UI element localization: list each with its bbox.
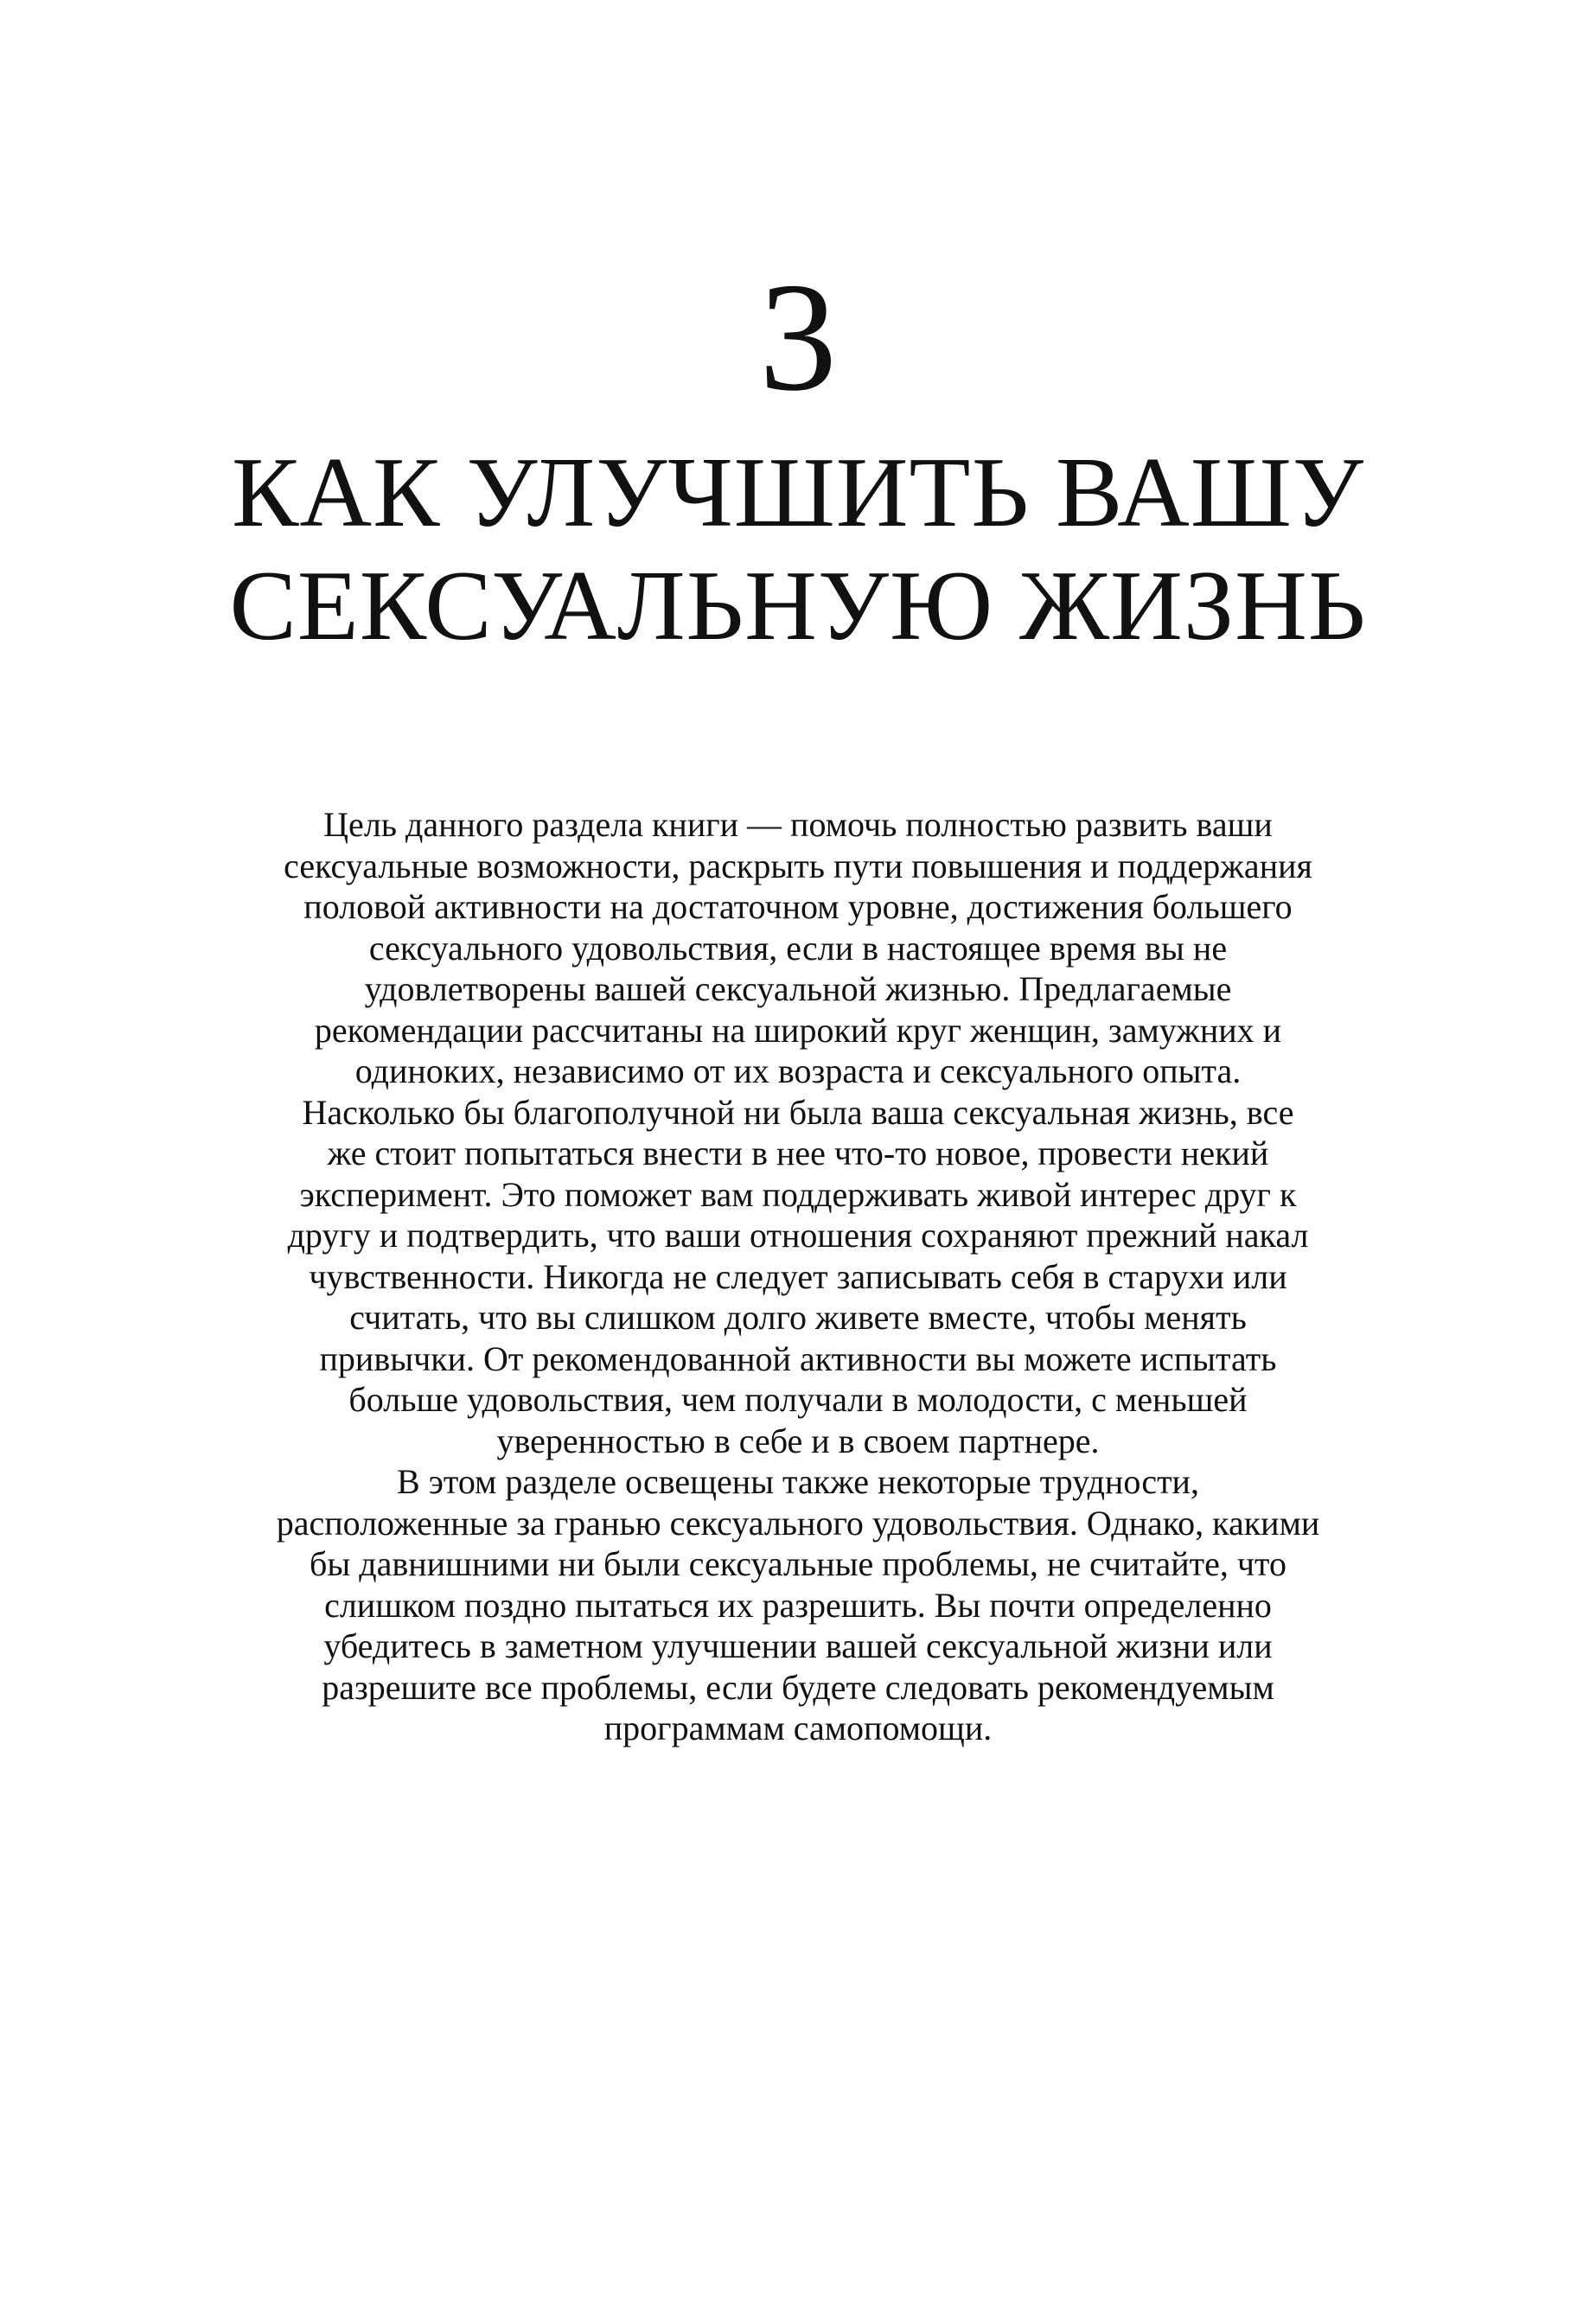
text-line: другу и подтвердить, что ваши отношения сохраняют прежний накал [287, 1216, 1309, 1255]
text-line: половой активности на достаточном уровне, достижения большего [303, 887, 1293, 926]
text-line: сексуального удовольствия, если в настоящее время вы не [368, 928, 1228, 968]
text-line: больше удовольствия, чем получали в молодости, с меньшей [348, 1380, 1248, 1419]
intro-paragraph-1 [138, 804, 1458, 1461]
intro-paragraph-2 [138, 1461, 1458, 1749]
text-line: привычки. От рекомендованной активности вы можете испытать [319, 1338, 1277, 1378]
text-line: одиноких, независимо от их возраста и сексуального опыта. [354, 1051, 1242, 1090]
text-line: В этом разделе освещены также некоторые трудности, [397, 1462, 1199, 1501]
text-line: убедитесь в заметном улучшении вашей сексуальной жизни или [323, 1626, 1273, 1665]
text-line: считать, что вы слишком долго живете вместе, чтобы менять [349, 1298, 1247, 1337]
chapter-number: 3 [759, 251, 837, 423]
text-line: удовлетворены вашей сексуальной жизнью. Предлагаемые [364, 969, 1232, 1008]
text-line: программам самопомощи. [603, 1709, 993, 1747]
text-line: бы давнишними ни были сексуальные проблемы, не считайте, что [310, 1544, 1286, 1583]
chapter-title-line: СЕКСУАЛЬНУЮ ЖИЗНЬ [229, 551, 1367, 662]
text-line: Насколько бы благополучной ни была ваша сексуальная жизнь, все [302, 1092, 1294, 1132]
text-line: рекомендации рассчитаны на широкий круг женщин, замужних и [314, 1010, 1282, 1050]
chapter-intro [138, 804, 1458, 1749]
text-line: Цель данного раздела книги — помочь полностью развить ваши [323, 805, 1273, 844]
text-line: же стоит попытаться внести в нее что-то новое, провести некий [327, 1134, 1269, 1172]
text-line: уверенностью в себе и в своем партнере. [496, 1421, 1100, 1460]
text-line: чувственности. Никогда не следует записывать себя в старухи или [309, 1256, 1287, 1296]
text-line: разрешите все проблемы, если будете следовать рекомендуемым [322, 1667, 1274, 1707]
text-line: расположенные за гранью сексуального удовольствия. Однако, какими [276, 1503, 1320, 1543]
text-line: сексуальные возможности, раскрыть пути повышения и поддержания [284, 846, 1312, 885]
chapter-title [104, 437, 1492, 663]
text-line: эксперимент. Это поможет вам поддерживать живой интерес друг к [299, 1174, 1297, 1214]
text-line: слишком поздно пытаться их разрешить. Вы почти определенно [324, 1585, 1272, 1625]
chapter-title-line: КАК УЛУЧШИТЬ ВАШУ [232, 438, 1364, 548]
